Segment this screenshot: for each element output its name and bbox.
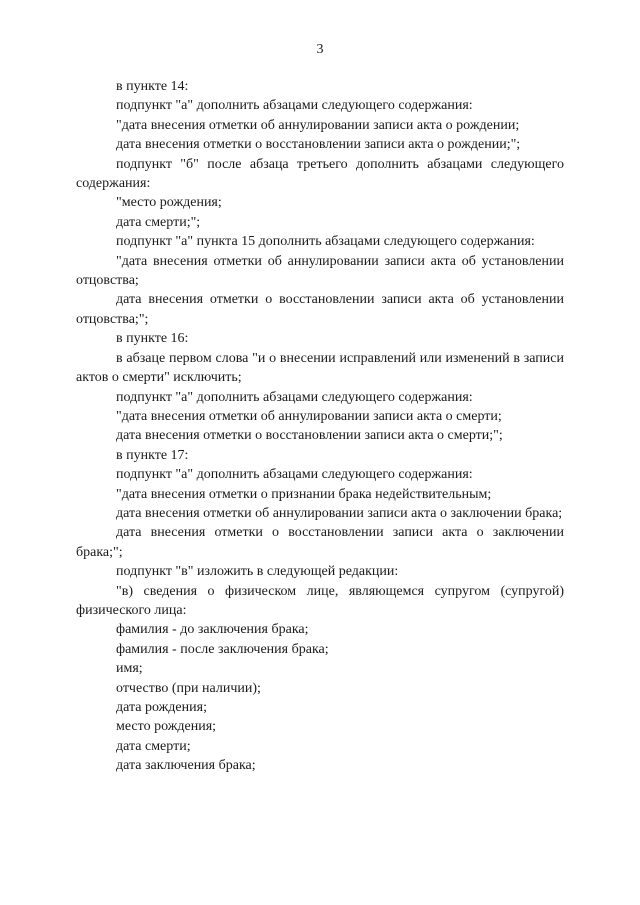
paragraph-29: дата смерти;: [116, 738, 191, 754]
paragraph-04: дата внесения отметки о восстановлении записи акта о рождении;";: [116, 137, 521, 153]
paragraph-25: имя;: [116, 661, 143, 677]
paragraph-21: подпункт "в" изложить в следующей редакции:: [116, 564, 399, 580]
paragraph-05: подпункт "б" после абзаца третьего дополнить абзацами следующего содержания:: [76, 156, 564, 192]
document-body: [76, 77, 564, 776]
paragraph-28: место рождения;: [116, 719, 217, 735]
page-number: 3: [316, 42, 324, 57]
paragraph-24: фамилия - после заключения брака;: [116, 641, 329, 657]
paragraph-08: подпункт "а" пункта 15 дополнить абзацами следующего содержания:: [116, 234, 535, 250]
paragraph-15: дата внесения отметки о восстановлении записи акта о смерти;";: [116, 428, 503, 444]
paragraph-03: "дата внесения отметки об аннулировании записи акта о рождении;: [116, 117, 520, 133]
paragraph-30: дата заключения брака;: [116, 758, 256, 774]
paragraph-14: "дата внесения отметки об аннулировании записи акта о смерти;: [116, 408, 502, 424]
paragraph-06: "место рождения;: [116, 195, 222, 211]
paragraph-11: в пункте 16:: [116, 331, 189, 347]
paragraph-26: отчество (при наличии);: [116, 680, 261, 696]
paragraph-07: дата смерти;";: [116, 214, 201, 230]
paragraph-18: "дата внесения отметки о признании брака недействительным;: [116, 486, 492, 502]
paragraph-17: подпункт "а" дополнить абзацами следующего содержания:: [116, 467, 473, 483]
paragraph-02: подпункт "а" дополнить абзацами следующего содержания:: [116, 98, 473, 114]
paragraph-10: дата внесения отметки о восстановлении записи акта об установлении отцовства;";: [76, 292, 564, 327]
paragraph-12: в абзаце первом слова "и о внесении исправлений или изменений в записи актов о смерти" исключить;: [76, 350, 564, 386]
paragraph-22: "в) сведения о физическом лице, являющемся супругом (супругой) физического лица:: [76, 583, 564, 618]
paragraph-19: дата внесения отметки об аннулировании записи акта о заключении брака;: [116, 505, 563, 521]
paragraph-01: в пункте 14:: [116, 79, 189, 94]
paragraph-20: дата внесения отметки о восстановлении записи акта о заключении брака;";: [76, 525, 564, 560]
paragraph-27: дата рождения;: [116, 700, 207, 715]
paragraph-16: в пункте 17:: [116, 447, 189, 463]
paragraph-09: "дата внесения отметки об аннулировании записи акта об установлении отцовства;: [76, 253, 564, 289]
paragraph-13: подпункт "а" дополнить абзацами следующего содержания:: [116, 389, 473, 405]
paragraph-23: фамилия - до заключения брака;: [116, 622, 309, 638]
